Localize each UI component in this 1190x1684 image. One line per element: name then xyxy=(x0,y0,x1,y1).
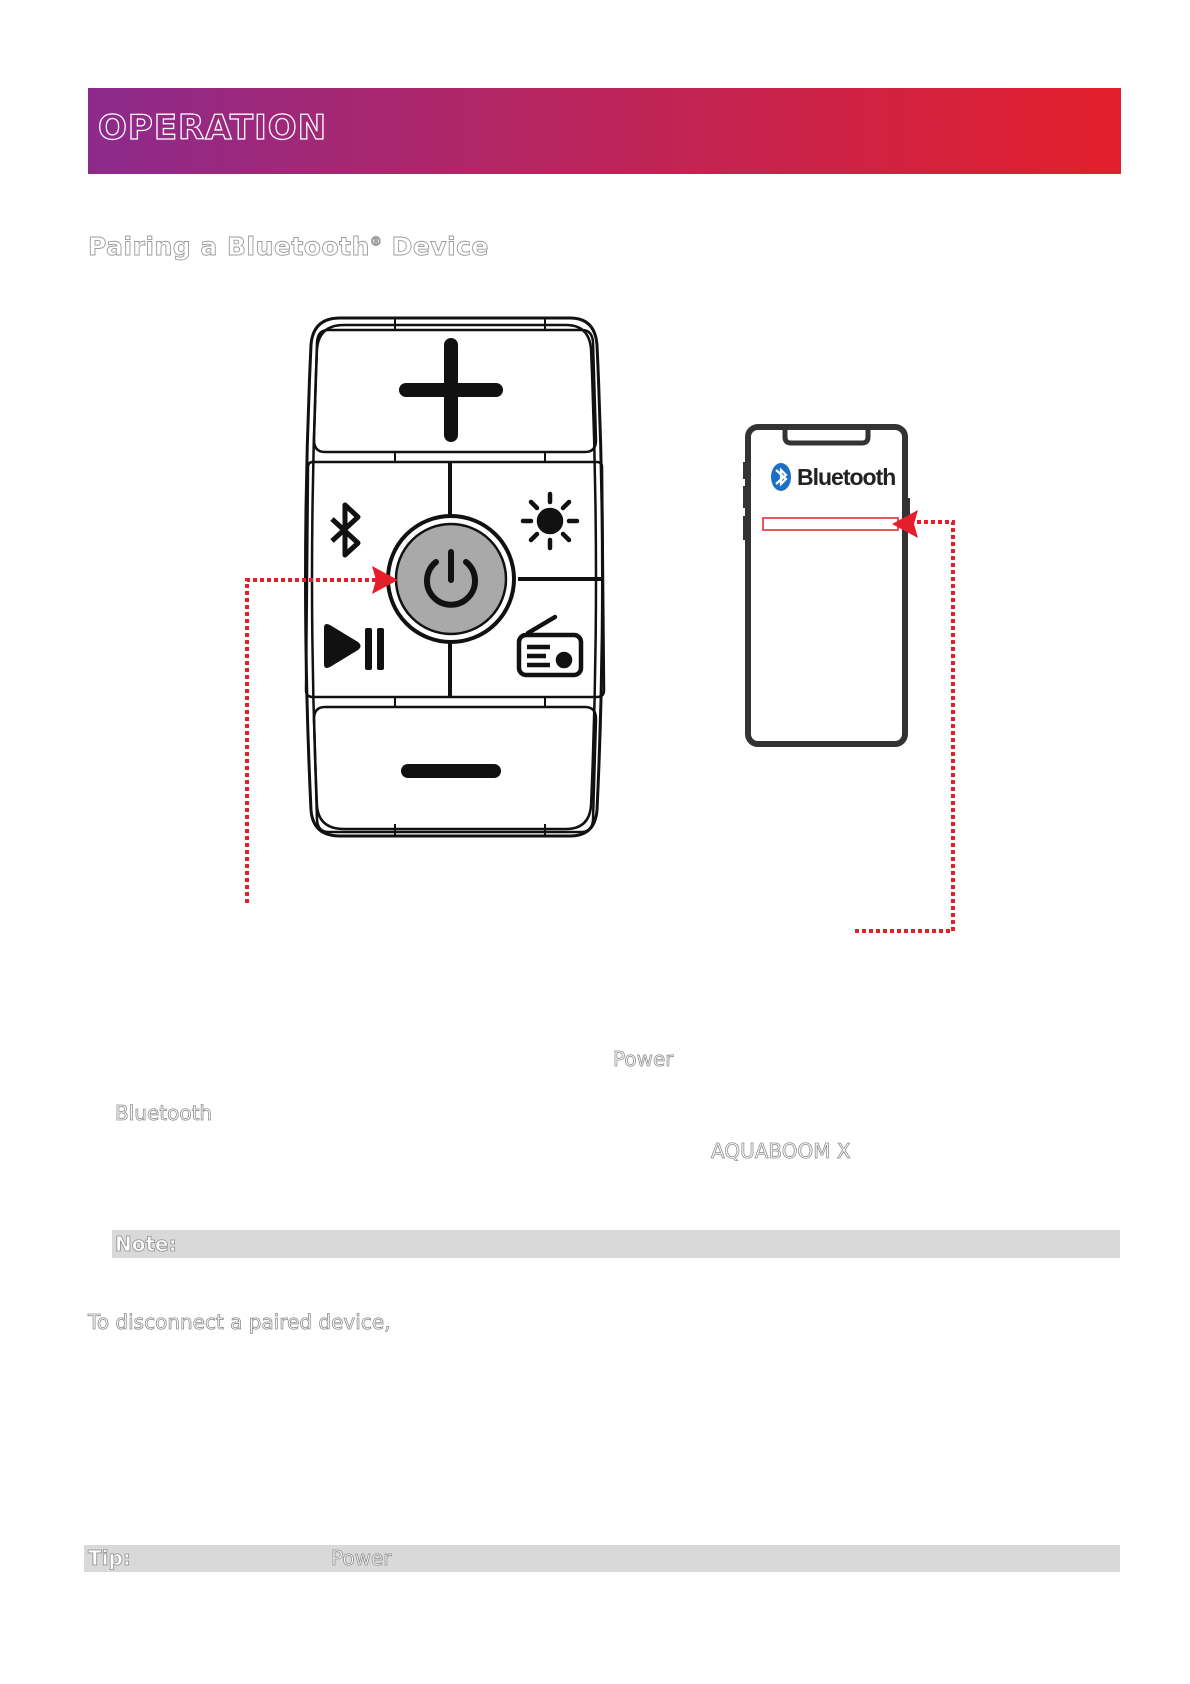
step1-power-keyword: Power xyxy=(613,1047,674,1071)
radio-icon xyxy=(519,617,581,675)
tip-bar xyxy=(84,1545,1120,1572)
step3-device-keyword: AQUABOOM X xyxy=(711,1139,851,1163)
step2-bluetooth-keyword: Bluetooth xyxy=(115,1101,213,1125)
light-icon xyxy=(523,494,577,548)
note-label: Note: xyxy=(115,1232,177,1256)
play-pause-icon xyxy=(324,624,384,670)
tip-power-keyword: Power xyxy=(331,1546,392,1570)
section-title-text: Pairing a Bluetooth xyxy=(88,232,370,261)
bluetooth-icon xyxy=(332,505,358,555)
power-icon xyxy=(388,516,514,642)
device-list-highlight[interactable] xyxy=(763,518,898,530)
phone-bluetooth-logo-icon xyxy=(771,463,791,491)
disconnect-heading: To disconnect a paired device, xyxy=(88,1310,391,1334)
tip-label: Tip: xyxy=(88,1546,131,1570)
power-callout-arrow xyxy=(247,566,398,903)
page-title: OPERATION xyxy=(98,108,328,148)
note-bar xyxy=(112,1230,1120,1258)
registered-mark: ® xyxy=(369,234,383,249)
section-title-tail: Device xyxy=(382,232,489,261)
plus-icon xyxy=(406,345,496,435)
phone-bluetooth-label: Bluetooth xyxy=(797,464,896,490)
